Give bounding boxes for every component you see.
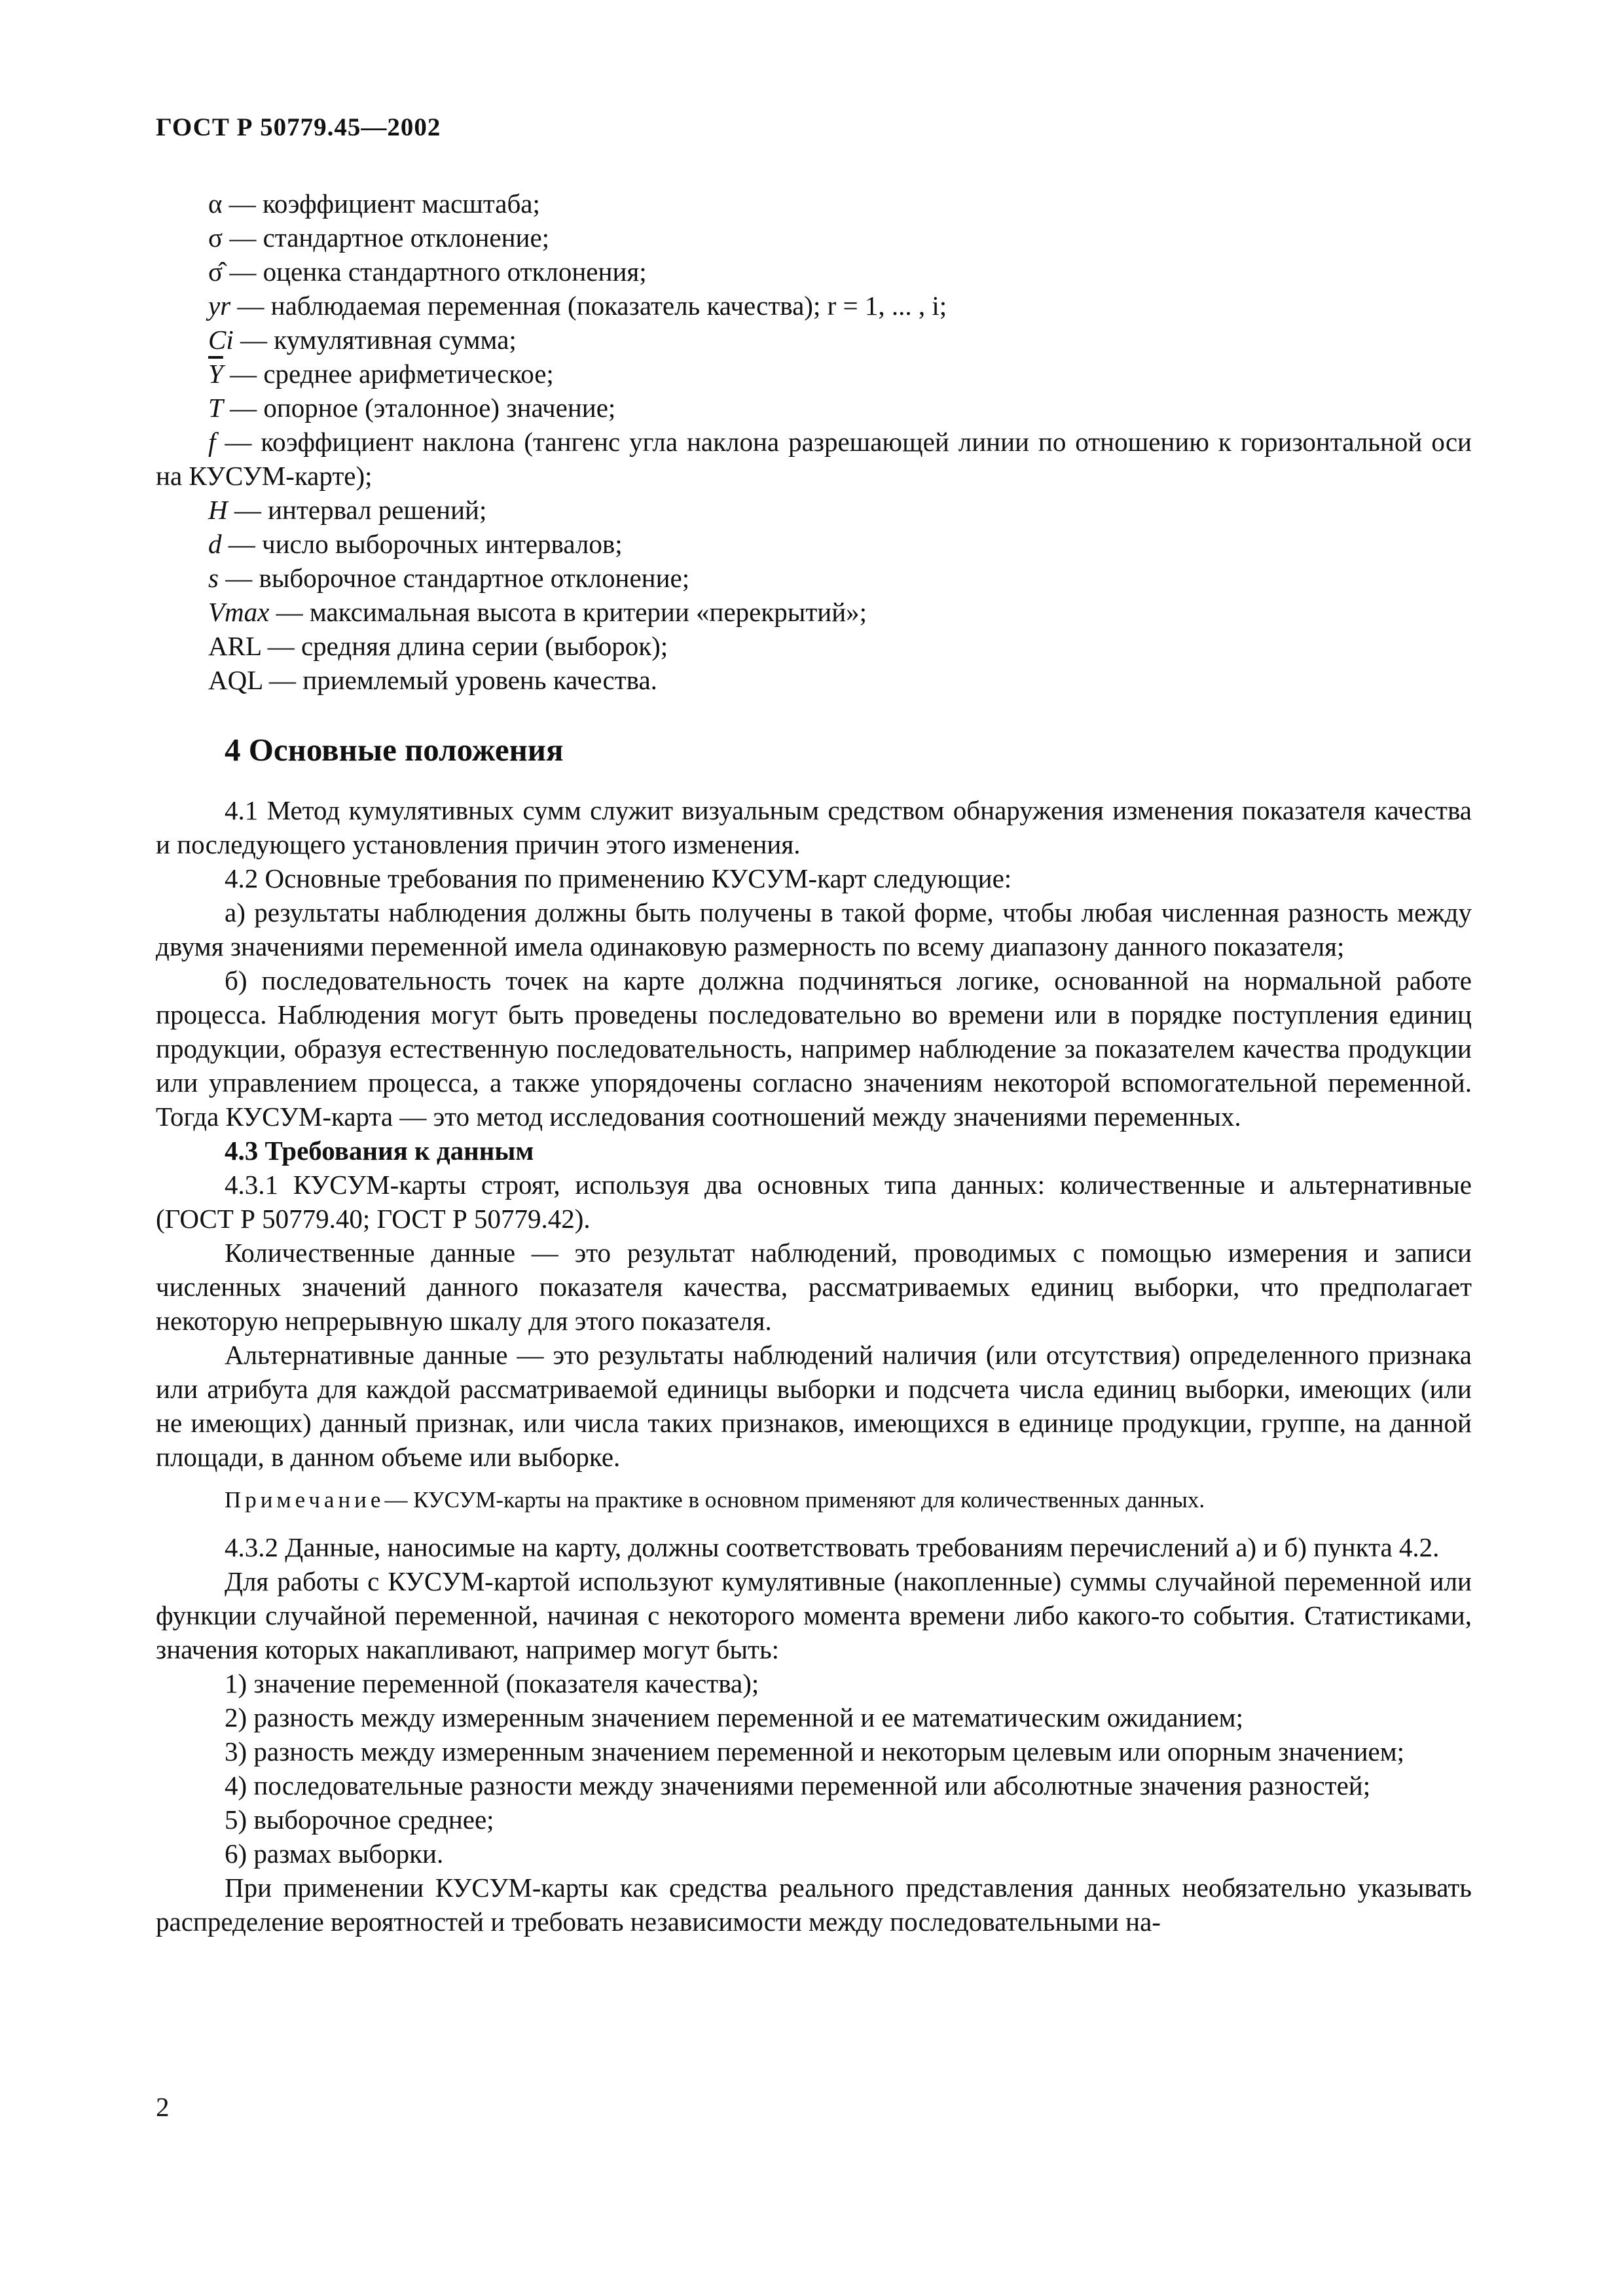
paragraph: 4.3.2 Данные, наносимые на карту, должны соответствовать требованиям перечислений а) и б) пункта 4.2. bbox=[225, 1532, 1440, 1562]
paragraph: 4.3.1 КУСУМ-карты строят, используя два основных типа данных: количественные и альтернативные (ГОСТ Р 50779.40; ГОСТ Р 50779.42). bbox=[156, 1170, 1472, 1234]
symbol-item: yr — наблюдаемая переменная (показатель качества); r = 1, ... , i; bbox=[208, 291, 947, 321]
note-text: — КУСУМ-карты на практике в основном применяют для количественных данных. bbox=[384, 1487, 1205, 1513]
paragraph: Альтернативные данные — это результаты наблюдений наличия (или отсутствия) определенного признака или атрибута для каждой рассматриваемой единицы выборки и подсчета числа единиц выборки, имеющих (или не имеющих) данный признак, или числа таких признаков, имеющихся в единице продукции, группе, на данной площади, в данном объеме или выборке. bbox=[156, 1340, 1472, 1472]
symbol-item: d — число выборочных интервалов; bbox=[208, 529, 623, 559]
symbol-item: $\overline{Y}$ — среднее арифметическое; bbox=[208, 359, 554, 389]
list-item: 6) размах выборки. bbox=[225, 1839, 444, 1869]
paragraph: а) результаты наблюдения должны быть получены в такой форме, чтобы любая численная разность между двумя значениями переменной имела одинаковую размерность по всему диапазону данного показателя; bbox=[156, 897, 1472, 961]
note bbox=[156, 1483, 1472, 1517]
list-item: 5) выборочное среднее; bbox=[225, 1804, 494, 1835]
symbol-item: s — выборочное стандартное отклонение; bbox=[208, 563, 690, 593]
section-heading: 4 Основные положения bbox=[225, 732, 564, 768]
symbol-item: T — опорное (эталонное) значение; bbox=[208, 393, 616, 423]
list-item: 1) значение переменной (показателя качества); bbox=[225, 1668, 759, 1698]
symbol-list bbox=[156, 187, 1472, 697]
paragraph: Количественные данные — это результат наблюдений, проводимых с помощью измерения и записи численных значений данного показателя качества, рассматриваемых единиц выборки, что предполагает некоторую непрерывную шкалу для этого показателя. bbox=[156, 1238, 1472, 1336]
paragraph: 4.1 Метод кумулятивных сумм служит визуальным средством обнаружения изменения показателя качества и последующего установления причин этого изменения. bbox=[156, 795, 1472, 859]
paragraph: б) последовательность точек на карте должна подчиняться логике, основанной на нормальной работе процесса. Наблюдения могут быть проведены последовательно во времени или в порядке поступления единиц продукции, образуя естественную последовательность, например наблюдение за показателем качества продукции или управлением процесса, а также упорядочены согласно значениям некоторой вспомогательной переменной. Тогда КУСУМ-карта — это метод исследования соотношений между значениями переменных. bbox=[156, 965, 1472, 1132]
symbol-item: AQL — приемлемый уровень качества. bbox=[208, 665, 657, 695]
symbol-item: H — интервал решений; bbox=[208, 495, 487, 525]
list-item: 4) последовательные разности между значениями переменной или абсолютные значения разностей; bbox=[225, 1770, 1371, 1801]
symbol-item: Vmax — максимальная высота в критерии «перекрытий»; bbox=[208, 597, 867, 627]
symbol-item: ARL — средняя длина серии (выборок); bbox=[208, 631, 668, 661]
paragraph: Для работы с КУСУМ-картой используют кумулятивные (накопленные) суммы случайной переменной или функции случайной переменной, начиная с некоторого момента времени либо какого-то события. Статистиками, значения которых накапливают, например могут быть: bbox=[156, 1566, 1472, 1664]
list-item: 3) разность между измеренным значением переменной и некоторым целевым или опорным значением; bbox=[225, 1736, 1405, 1767]
list-item: 2) разность между измеренным значением переменной и ее математическим ожиданием; bbox=[225, 1702, 1243, 1732]
symbol-item: Ci — кумулятивная сумма; bbox=[208, 325, 517, 355]
symbol-item: σ̂ — оценка стандартного отклонения; bbox=[208, 257, 647, 287]
symbol-item: σ — стандартное отклонение; bbox=[208, 223, 550, 253]
symbol-item: α — коэффициент масштаба; bbox=[208, 188, 540, 219]
paragraph: При применении КУСУМ-карты как средства реального представления данных необязательно указывать распределение вероятностей и требовать независимости между последовательными на- bbox=[156, 1873, 1472, 1937]
document-header: ГОСТ Р 50779.45—2002 bbox=[156, 113, 441, 141]
symbol-item: f — коэффициент наклона (тангенс угла наклона разрешающей линии по отношению к горизонтальной оси на КУСУМ-карте); bbox=[156, 427, 1472, 491]
document-body bbox=[156, 187, 1472, 1939]
paragraph: 4.2 Основные требования по применению КУСУМ-карт следующие: bbox=[225, 863, 1012, 893]
page-number: 2 bbox=[156, 2092, 170, 2122]
subsection-heading: 4.3 Требования к данным bbox=[225, 1136, 534, 1166]
note-label: Примечание bbox=[225, 1487, 385, 1513]
